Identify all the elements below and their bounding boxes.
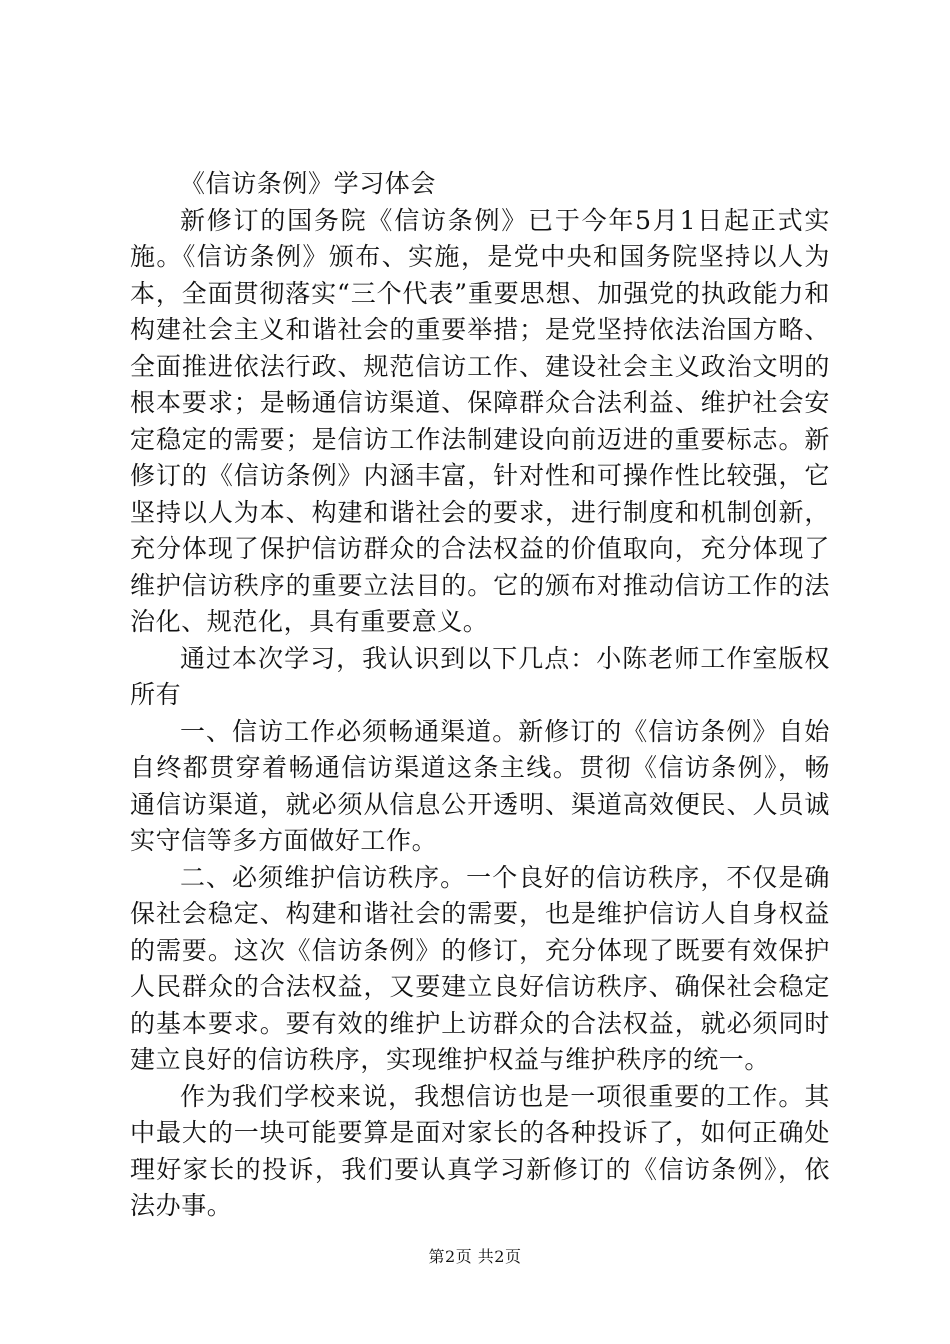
paragraph-point-two: 二、必须维护信访秩序。一个良好的信访秩序，不仅是确保社会稳定、构建和谐社会的需要，也是维护信访人自身权益的需要。这次《信访条例》的修订，充分体现了既要有效保护人民群众的合法权益，又要建立良好信访秩序、确保社会稳定的基本要求。要有效的维护上访群众的合法权益，就必须同时建立良好的信访秩序，实现维护权益与维护秩序的统一。 <box>130 862 830 1074</box>
page-number-footer: 第2页 共2页 <box>428 1247 522 1266</box>
paragraph-point-one: 一、信访工作必须畅通渠道。新修订的《信访条例》自始自终都贯穿着畅通信访渠道这条主线。贯彻《信访条例》，畅通信访渠道，就必须从信息公开透明、渠道高效便民、人员诚实守信等多方面做好工作。 <box>130 716 830 855</box>
paragraph-learning: 通过本次学习，我认识到以下几点：小陈老师工作室版权所有 <box>130 643 830 709</box>
paragraph-intro: 新修订的国务院《信访条例》已于今年5月1日起正式实施。《信访条例》颁布、实施，是党中央和国务院坚持以人为本，全面贯彻落实“三个代表”重要思想、加强党的执政能力和构建社会主义和谐社会的重要举措；是党坚持依法治国方略、全面推进依法行政、规范信访工作、建设社会主义政治文明的根本要求；是畅通信访渠道、保障群众合法利益、维护社会安定稳定的需要；是信访工作法制建设向前迈进的重要标志。新修订的《信访条例》内涵丰富，针对性和可操作性比较强，它坚持以人为本、构建和谐社会的要求，进行制度和机制创新，充分体现了保护信访群众的合法权益的价值取向，充分体现了维护信访秩序的重要立法目的。它的颁布对推动信访工作的法治化、规范化，具有重要意义。 <box>130 205 830 636</box>
paragraph-school: 作为我们学校来说，我想信访也是一项很重要的工作。其中最大的一块可能要算是面对家长的各种投诉了，如何正确处理好家长的投诉，我们要认真学习新修订的《信访条例》，依法办事。 <box>130 1081 830 1220</box>
document-body <box>130 166 830 1225</box>
document-title: 《信访条例》学习体会 <box>180 169 437 198</box>
